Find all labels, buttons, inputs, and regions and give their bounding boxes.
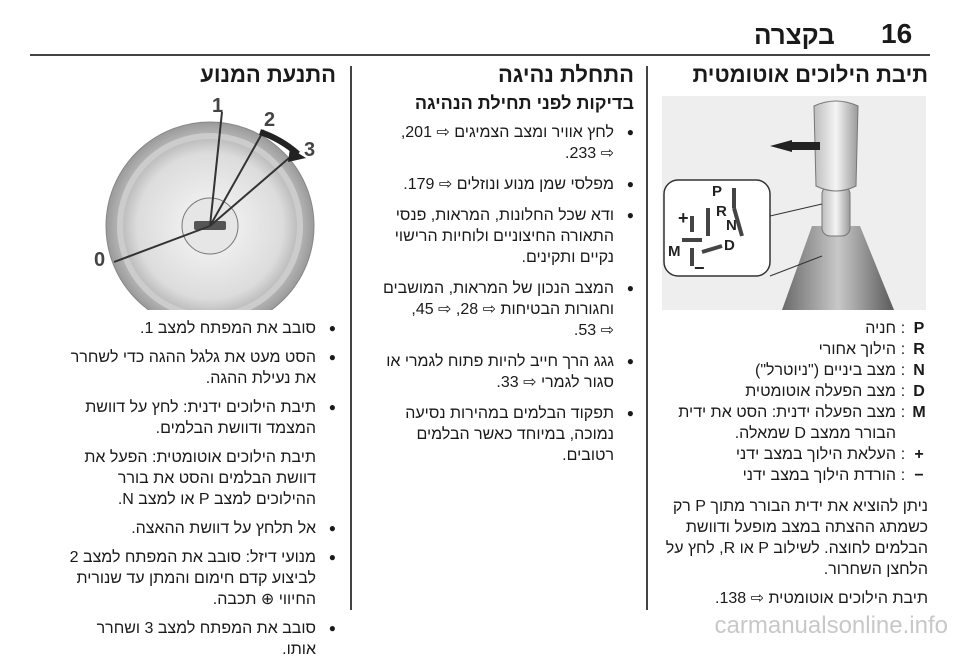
list-item: ● גגג הרך חייב להיות פתוח לגמרי או סגור לגמרי ⇨ 33. — [362, 351, 634, 393]
dial-label-1: 1 — [212, 96, 224, 117]
automatic-note: תיבת הילוכים אוטומטית: הפעל את דוושת הבלמים והסט את בורר ההילוכים למצב P או למצב N. — [84, 449, 316, 508]
start-driving-section — [362, 64, 634, 466]
list-item: ● סובב את המפתח למצב 3 ושחרר אותו. — [32, 618, 336, 660]
pre-drive-checks-subtitle: בדיקות לפני תחילת הנהיגה — [414, 93, 634, 113]
page-header — [0, 0, 960, 56]
automatic-transmission-section — [660, 64, 928, 85]
gear-selector-illustration — [662, 96, 926, 310]
transmission-reference: תיבת הילוכים אוטומטית ⇨ 138. — [714, 590, 928, 607]
watermark: carmanualsonline.info — [714, 612, 948, 639]
gear-label-n: N — [726, 217, 737, 234]
start-driving-title: התחלת נהיגה — [497, 62, 634, 87]
engine-start-title: התנעת המנוע — [200, 62, 336, 87]
legend-row: − : הורדת הילוך במצב ידני — [742, 467, 924, 484]
column-divider-left — [350, 66, 352, 610]
legend-row: + : העלאת הילוך במצב ידני — [735, 446, 924, 463]
legend-row: M : מצב הפעלה ידנית: הסט את ידית — [678, 404, 926, 421]
list-item: ● ודא שכל החלונות, המראות, פנסי התאורה החיצוניים ולוחיות הרישוי נקיים ותקינים. — [362, 205, 634, 268]
dial-label-3: 3 — [304, 139, 316, 161]
gear-selector-figure — [662, 96, 926, 310]
gear-label-plus: + — [678, 208, 689, 228]
list-item: ● מפלסי שמן מנוע ונוזלים ⇨ 179. — [362, 174, 634, 195]
dial-label-0: 0 — [94, 249, 106, 271]
shift-lock-paragraph: ניתן להוציא את ידית הבורר מתוך P רק כשמתג ההצתה במצב מופעל ודוושת הבלמים לחוצה. לשילוב P או R, לחץ על הלחצן השחרור. — [665, 498, 928, 578]
ignition-figure — [84, 96, 338, 310]
list-item: ● סובב את המפתח למצב 1. — [32, 318, 336, 339]
gear-label-d: D — [724, 237, 735, 254]
header-rule — [30, 54, 930, 56]
list-item: ● לחץ אוויר ומצב הצמיגים ⇨ 201, ⇨ 233. — [362, 122, 634, 164]
list-item: ● המצב הנכון של המראות, המושבים וחגורות הבטיחות ⇨ 28, ⇨ 45, ⇨ 53. — [362, 278, 634, 341]
list-item: ● מנועי דיזל: סובב את המפתח למצב 2 לביצוע קדם חימום והמתן עד שנורית החיווי ⊕ תכבה. — [32, 547, 336, 610]
engine-start-list-continued — [32, 518, 336, 660]
engine-start-section — [32, 64, 336, 85]
engine-start-steps — [32, 318, 336, 660]
section-title: בקצרה — [754, 20, 835, 50]
list-item: ● אל תלחץ על דוושת ההאצה. — [32, 518, 336, 539]
legend-row: N : מצב ביניים ("ניוטרל") — [755, 362, 925, 379]
legend-row: P : חניה — [865, 320, 925, 337]
gear-legend — [660, 318, 928, 609]
legend-row: הבורר ממצב D שמאלה. — [734, 425, 896, 442]
pre-drive-checklist — [362, 122, 634, 466]
list-item: ● תיבת הילוכים ידנית: לחץ על דוושת המצמד ודוושת הבלמים. — [32, 397, 336, 439]
gear-label-minus: − — [694, 258, 705, 278]
column-divider-right — [646, 66, 648, 610]
automatic-transmission-title: תיבת הילוכים אוטומטית — [692, 62, 928, 87]
gear-label-m: M — [668, 243, 681, 260]
ignition-dial-illustration — [84, 96, 338, 310]
engine-start-list — [32, 318, 336, 439]
list-item: ● הסט מעט את גלגל ההגה כדי לשחרר את נעילת ההגה. — [32, 347, 336, 389]
gear-label-r: R — [716, 203, 727, 220]
dial-label-2: 2 — [264, 109, 276, 131]
legend-row: R : הילוך אחורי — [818, 341, 925, 358]
page-number: 16 — [881, 18, 913, 49]
legend-row: D : מצב הפעלה אוטומטית — [745, 383, 925, 400]
gear-label-p: P — [712, 183, 723, 200]
list-item: ● תפקוד הבלמים במהירות נסיעה נמוכה, במיוחד כאשר הבלמים רטובים. — [362, 403, 634, 466]
